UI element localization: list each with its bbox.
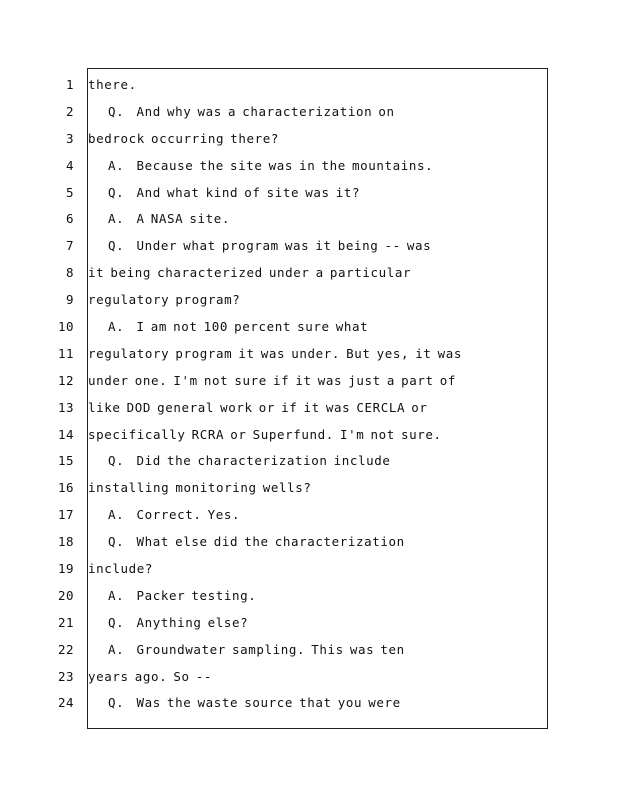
transcript-line: regulatory program it was under. But yes, it was [88,345,463,361]
line-number-column [40,72,74,717]
answer-line: A. Because the site was in the mountains. [108,157,434,173]
question-line: Q. And why was a characterization on [108,103,395,119]
question-line: Q. Did the characterization include [108,453,391,469]
line-number: 7 [65,238,74,254]
question-line: Q. Under what program was it being -- was [108,238,432,254]
transcript-line: regulatory program? [88,292,241,308]
transcript-line: specifically RCRA or Superfund. I'm not sure. [88,426,442,442]
line-number: 22 [57,641,74,657]
line-number: 20 [57,587,74,603]
question-line: Q. Anything else? [108,614,249,630]
transcript-line: under one. I'm not sure if it was just a part of [88,372,457,388]
transcript-body [88,72,543,717]
transcript-line: bedrock occurring there? [88,130,280,146]
transcript-line: it being characterized under a particular [88,265,412,281]
transcript-line: years ago. So -- [88,668,213,684]
transcript-line: like DOD general work or if it was CERCLA or [88,399,428,415]
line-number: 3 [65,130,74,146]
answer-line: A. I am not 100 percent sure what [108,319,369,335]
line-number: 13 [57,399,74,415]
question-line: Q. What else did the characterization [108,534,405,550]
transcript-line: there. [88,77,137,92]
question-line: Q. Was the waste source that you were [108,695,401,711]
line-number: 2 [65,103,74,119]
transcript-line: include? [88,561,154,577]
line-number: 9 [65,292,74,308]
line-number: 4 [65,157,74,173]
answer-line: A. Correct. Yes. [108,507,241,523]
line-number: 23 [57,668,74,684]
line-number: 1 [65,77,74,92]
line-number: 14 [57,426,74,442]
line-number: 17 [57,507,74,523]
line-number: 10 [57,319,74,335]
line-number: 15 [57,453,74,469]
line-number: 21 [57,614,74,630]
answer-line: A. Packer testing. [108,587,257,603]
line-number: 16 [57,480,74,496]
line-number: 18 [57,534,74,550]
line-number: 19 [57,561,74,577]
line-number: 5 [65,184,74,200]
line-number: 12 [57,372,74,388]
line-number: 11 [57,345,74,361]
line-number: 6 [65,211,74,227]
line-number: 8 [65,265,74,281]
question-line: Q. And what kind of site was it? [108,184,361,200]
answer-line: A. Groundwater sampling. This was ten [108,641,405,657]
transcript-line: installing monitoring wells? [88,480,312,496]
answer-line: A. A NASA site. [108,211,231,227]
line-number: 24 [57,695,74,711]
